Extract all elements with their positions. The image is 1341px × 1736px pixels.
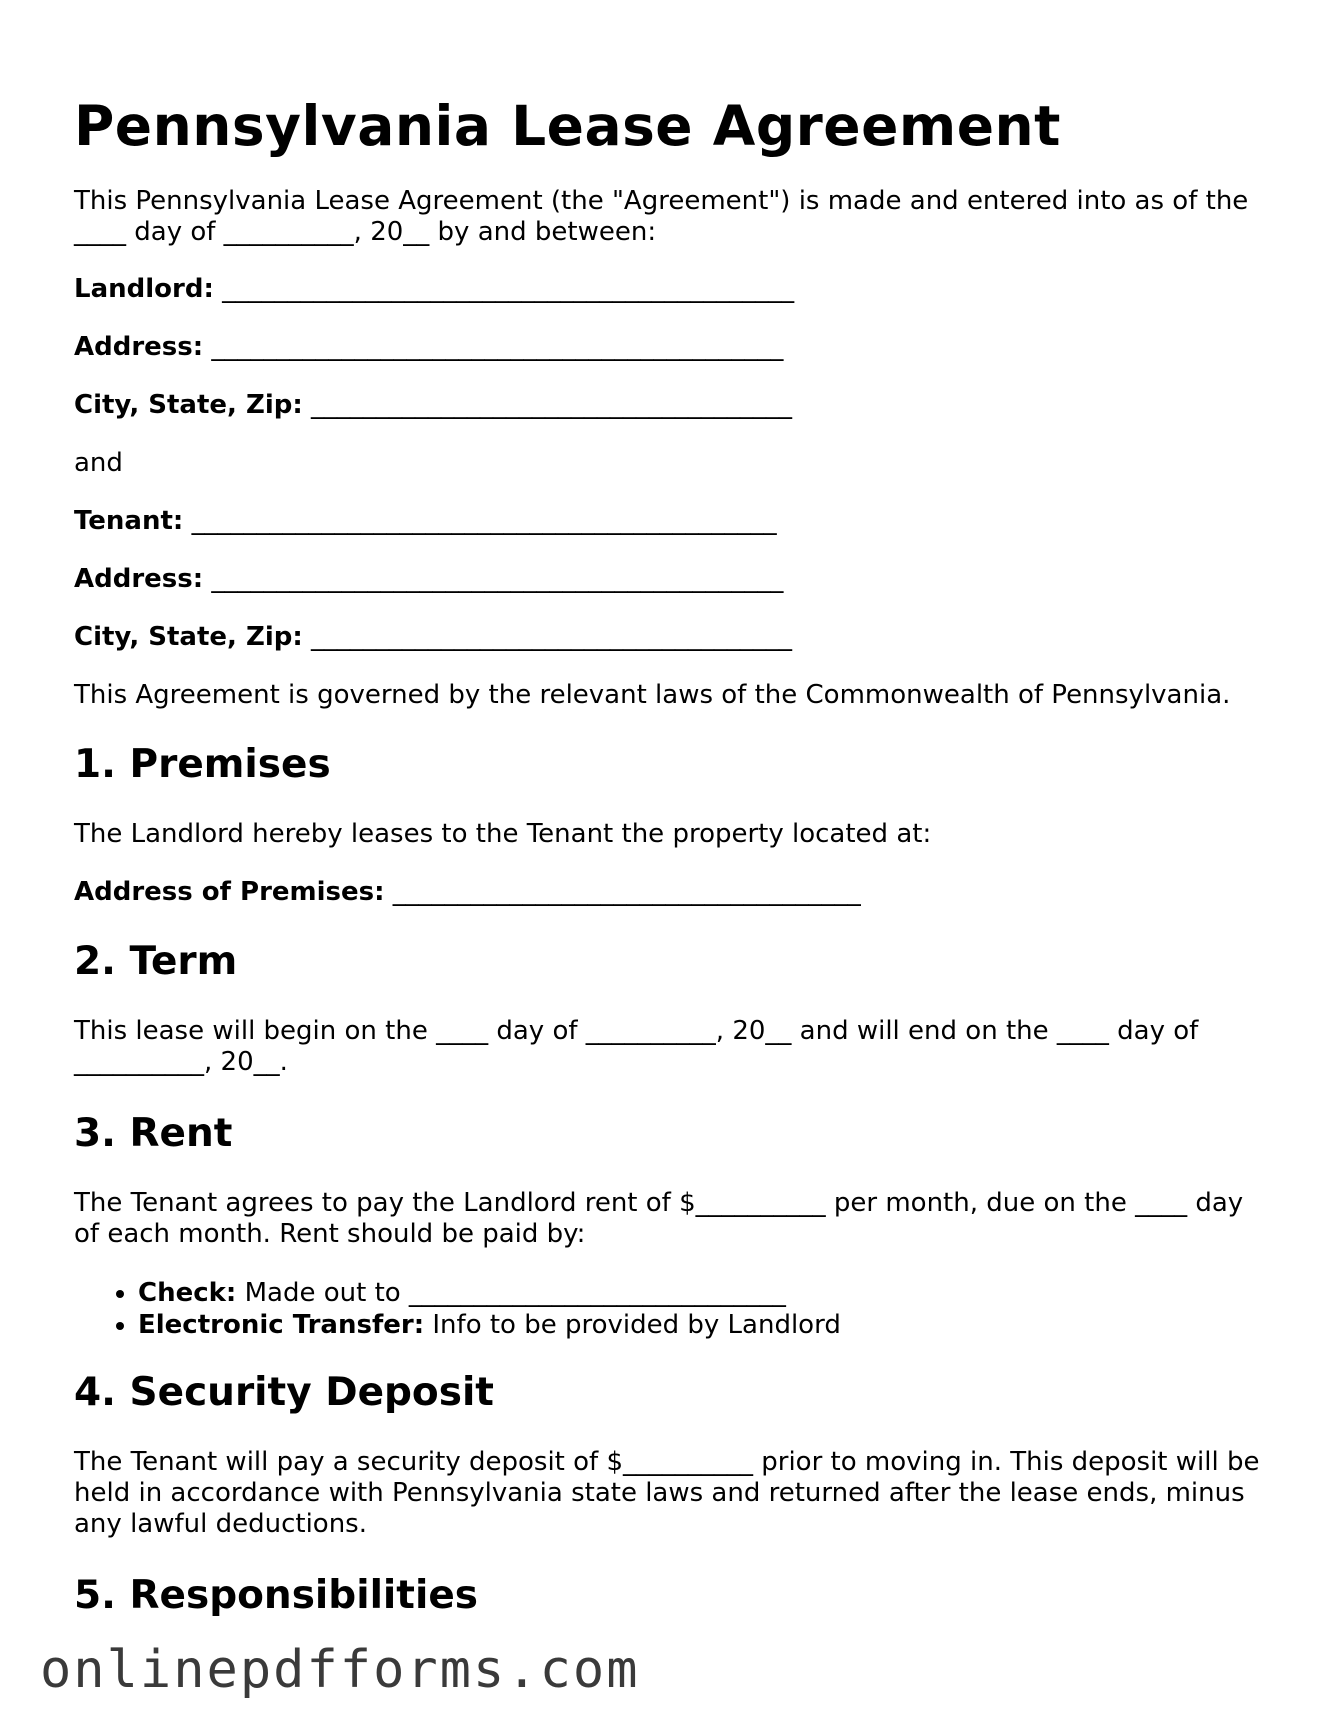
field-label: Landlord: [74, 274, 214, 304]
payment-method-label: Electronic Transfer: [138, 1310, 425, 1340]
field-blank[interactable]: ____________________________________________ [211, 332, 784, 362]
term-text: This lease will begin on the ____ day of __________, 20__ and will end on the ____ day of __________, 20__. [74, 1016, 1199, 1077]
payment-method-text: Made out to _____________________________ [244, 1278, 786, 1308]
rent-text: The Tenant agrees to pay the Landlord rent of $__________ per month, due on the ____ day of each month. Rent should be paid by: [74, 1188, 1244, 1249]
landlord-address-field [74, 332, 1274, 363]
field-blank[interactable]: ____________________________________ [392, 877, 861, 907]
tenant-address-field [74, 564, 1274, 595]
intro-paragraph: This Pennsylvania Lease Agreement (the "Agreement") is made and entered into as of the ____ day of __________, 20__ by and between: [74, 186, 1249, 247]
payment-methods-list [74, 1277, 1274, 1341]
field-label: City, State, Zip: [74, 622, 303, 652]
lease-document [74, 92, 1274, 1650]
field-label: Tenant: [74, 506, 184, 536]
premises-address-field [74, 877, 1274, 908]
tenant-city-state-zip-field [74, 622, 1274, 653]
field-blank[interactable]: ____________________________________________ [211, 564, 784, 594]
and-text: and [74, 448, 123, 478]
section-heading-rent: 3. Rent [74, 1111, 233, 1156]
premises-text: The Landlord hereby leases to the Tenant the property located at: [74, 819, 932, 849]
list-item [138, 1309, 1274, 1341]
section-heading-responsibilities: 5. Responsibilities [74, 1573, 478, 1618]
field-blank[interactable]: _____________________________________ [311, 390, 793, 420]
field-blank[interactable]: ____________________________________________ [222, 274, 795, 304]
field-blank[interactable]: _____________________________________ [311, 622, 793, 652]
page-title: Pennsylvania Lease Agreement [74, 94, 1061, 158]
deposit-text: The Tenant will pay a security deposit of $__________ prior to moving in. This deposit will be held in accordance with Pennsylvania state laws and returned after the lease ends, minus any lawful deductions. [74, 1447, 1260, 1539]
tenant-name-field [74, 506, 1274, 537]
payment-method-label: Check: [138, 1278, 237, 1308]
section-heading-security-deposit: 4. Security Deposit [74, 1370, 494, 1415]
governing-law-text: This Agreement is governed by the relevant laws of the Commonwealth of Pennsylvania. [74, 680, 1231, 710]
field-blank[interactable]: _____________________________________________ [191, 506, 777, 536]
field-label: Address of Premises: [74, 877, 385, 907]
section-heading-term: 2. Term [74, 939, 238, 984]
payment-method-text: Info to be provided by Landlord [432, 1310, 841, 1340]
list-item [138, 1277, 1274, 1309]
field-label: Address: [74, 564, 204, 594]
field-label: Address: [74, 332, 204, 362]
field-label: City, State, Zip: [74, 390, 303, 420]
landlord-city-state-zip-field [74, 390, 1274, 421]
section-heading-premises: 1. Premises [74, 742, 331, 787]
landlord-name-field [74, 274, 1274, 305]
watermark: onlinepdfforms.com [40, 1640, 640, 1700]
